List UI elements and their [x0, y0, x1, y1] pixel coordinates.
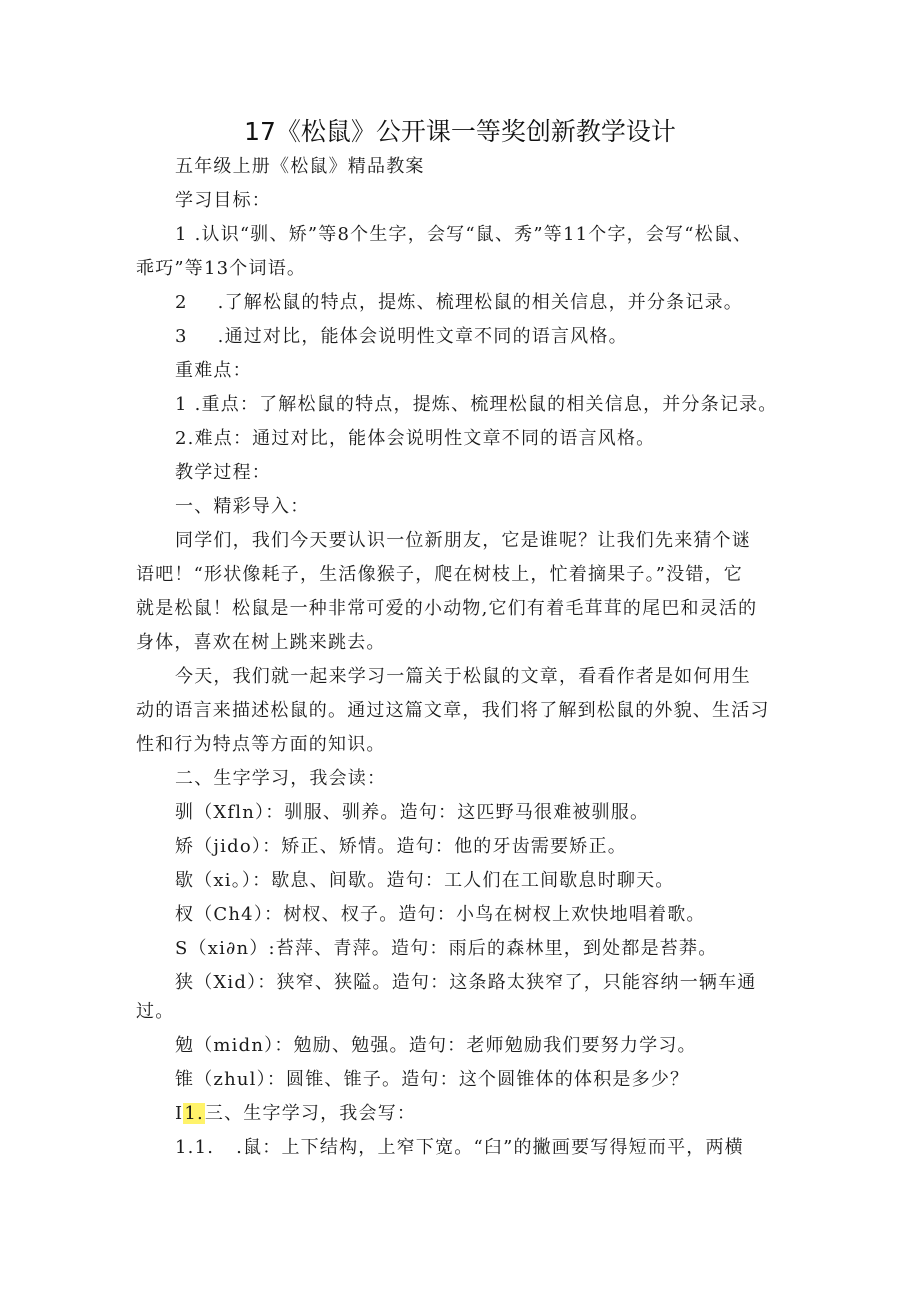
char-entry: S（xi∂n）:苔萍、青萍。造句：雨后的森林里，到处都是苔莽。: [175, 938, 718, 959]
char-entry: 锥（zhul）：圆锥、锥子。造句：这个圆锥体的体积是多少？: [175, 1069, 690, 1090]
key-points-heading: 重难点：: [175, 360, 252, 381]
subtitle: 五年级上册《松鼠》精品教案: [175, 156, 425, 177]
section-3-text: 三、生字学习，我会写：: [204, 1103, 417, 1124]
char-entry: 勉（midn）：勉励、勉强。造句：老师勉励我们要努力学习。: [175, 1035, 697, 1056]
process-heading: 教学过程：: [175, 462, 271, 483]
write-item-1-num: 1.1.: [175, 1137, 215, 1158]
paragraph-2-line-2: 动的语言来描述松鼠的。通过这篇文章，我们将了解到松鼠的外貌、生活习: [136, 700, 770, 721]
char-entry: 狭（Xid）：狭窄、狭隘。造句：这条路太狭窄了，只能容纳一辆车通: [175, 972, 757, 993]
section-3-prefix: I: [175, 1103, 184, 1124]
paragraph-1-line-2: 语吧！“形状像耗子，生活像猴子，爬在树枝上，忙着摘果子。”没错，它: [136, 564, 744, 585]
paragraph-1-line-4: 身体，喜欢在树上跳来跳去。: [136, 632, 386, 653]
page-title: 17《松鼠》公开课一等奖创新教学设计: [244, 117, 676, 146]
highlight-mark: 1.: [184, 1103, 204, 1124]
section-2-heading: 二、生字学习，我会读：: [175, 768, 387, 789]
goal-item-2-num: 2: [175, 292, 188, 313]
goal-item-3-text: .通过对比，能体会说明性文章不同的语言风格。: [217, 326, 628, 347]
paragraph-1-line-3: 就是松鼠！松鼠是一种非常可爱的小动物,它们有着毛茸茸的尾巴和灵活的: [136, 598, 758, 619]
paragraph-2-line-3: 性和行为特点等方面的知识。: [136, 734, 386, 755]
char-entry: 驯（Xfln）：驯服、驯养。造句：这匹野马很难被驯服。: [175, 802, 650, 823]
char-entry-cont: 过。: [136, 1001, 175, 1022]
goal-item-3-num: 3: [175, 326, 188, 347]
goal-item-2-text: .了解松鼠的特点，提炼、梳理松鼠的相关信息，并分条记录。: [217, 292, 743, 313]
write-item-1: [175, 1136, 744, 1160]
write-item-1-text: .鼠：上下结构，上窄下宽。“臼”的撇画要写得短而平，两横: [236, 1137, 744, 1158]
paragraph-1-line-1: 同学们，我们今天要认识一位新朋友，它是谁呢？让我们先来猜个谜: [175, 530, 751, 551]
goal-item-3: [175, 325, 628, 349]
goals-heading: 学习目标：: [175, 190, 271, 211]
goal-item-1-cont: 乖巧”等13个词语。: [136, 258, 307, 279]
char-entry: 杈（Ch4）：树杈、杈子。造句：小鸟在树杈上欢快地唱着歌。: [175, 904, 706, 925]
key-point-1: 1 .重点：了解松鼠的特点，提炼、梳理松鼠的相关信息，并分条记录。: [175, 394, 778, 415]
goal-item-1: 1 .认识“驯、矫”等8个生字，会写“鼠、秀”等11个字，会写“松鼠、: [175, 224, 753, 245]
char-entry: 歇（xi。）：歇息、间歇。造句：工人们在工间歇息时聊天。: [175, 870, 675, 891]
goal-item-2: [175, 291, 743, 315]
key-point-2: 2.难点：通过对比，能体会说明性文章不同的语言风格。: [175, 428, 656, 449]
section-3-heading: [175, 1102, 416, 1126]
char-entry: 矫（jido）：矫正、矫情。造句：他的牙齿需要矫正。: [175, 836, 627, 857]
section-1-heading: 一、精彩导入：: [175, 496, 310, 517]
paragraph-2-line-1: 今天，我们就一起来学习一篇关于松鼠的文章，看看作者是如何用生: [175, 666, 751, 687]
